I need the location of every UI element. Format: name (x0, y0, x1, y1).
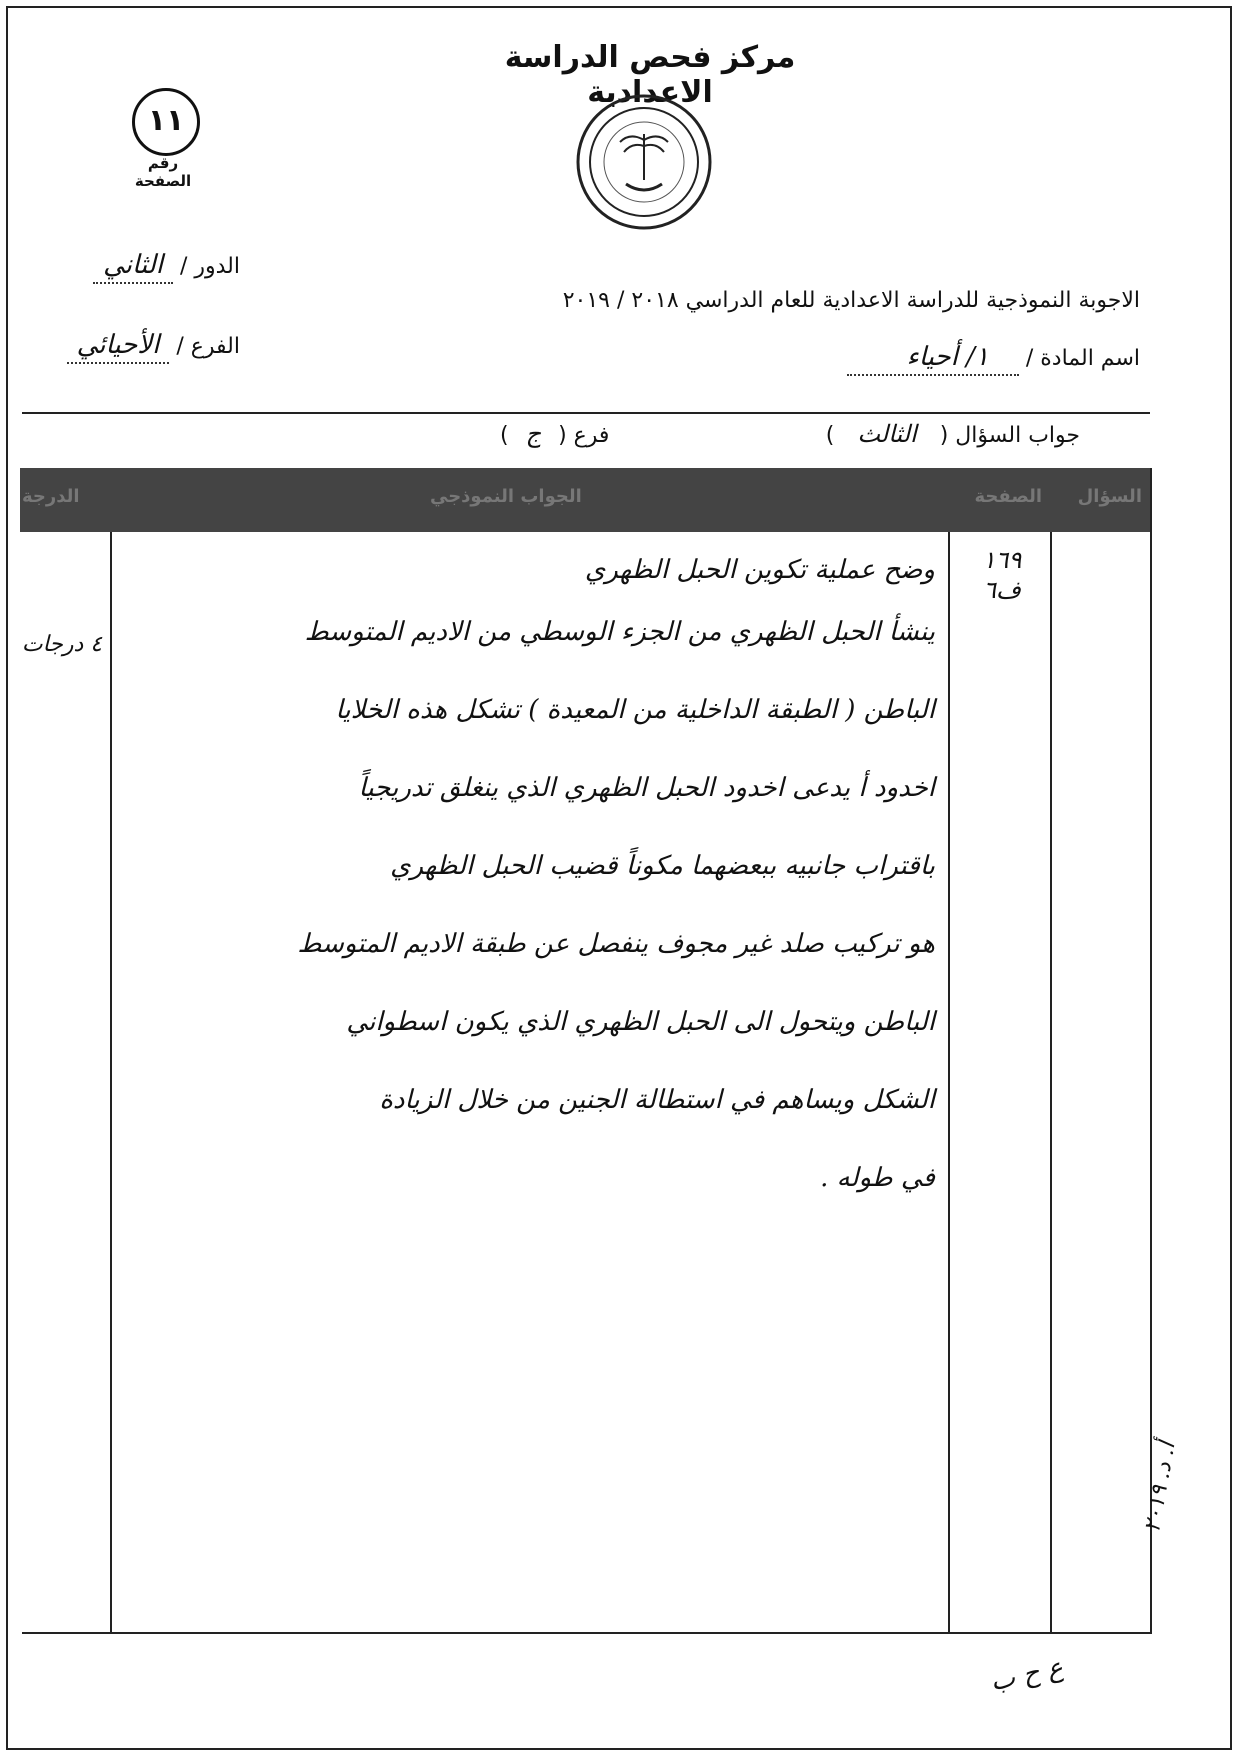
page-column-line-left (948, 532, 950, 1632)
header-divider (22, 412, 1150, 414)
subject-label: اسم المادة / (1025, 346, 1140, 371)
page-number-label: رقم الصفحة (134, 154, 192, 190)
score-value: ٤ درجات (21, 632, 103, 657)
answer-line: الباطن ( الطبقة الداخلية من المعيدة ) تشكل هذه الخلايا (335, 695, 935, 725)
branch-value: الأحيائي (67, 330, 170, 364)
branch-label: الفرع / (176, 334, 240, 359)
table-bottom-border (22, 1632, 1152, 1634)
answer-line: ينشأ الحبل الظهري من الجزء الوسطي من الاديم المتوسط (304, 617, 935, 647)
sub-branch-value: ج (525, 420, 542, 448)
question-close: ) (825, 423, 835, 448)
branch-row (30, 330, 240, 360)
page-column-line-right (1050, 532, 1052, 1632)
document-title: الاجوبة النموذجية للدراسة الاعدادية للعام الدراسي ٢٠١٨ / ٢٠١٩ (562, 288, 1140, 313)
page-number: ١١ (132, 88, 200, 156)
answer-line: الشكل ويساهم في استطالة الجنين من خلال الزيادة (379, 1085, 935, 1115)
ministry-seal (574, 92, 714, 232)
col-question-header: السؤال (1077, 486, 1142, 507)
answer-line: الباطن ويتحول الى الحبل الظهري الذي يكون اسطواني (346, 1007, 935, 1037)
page-number-stamp (118, 88, 208, 190)
question-row (826, 420, 1080, 448)
score-column-line (110, 532, 112, 1632)
question-label: جواب السؤال ( (939, 423, 1080, 448)
question-value: الثالث (857, 420, 917, 448)
sub-branch-close: ) (500, 423, 509, 448)
signature-margin: أ. د. ٢٠١٩ (1140, 1440, 1181, 1535)
answer-body (130, 555, 935, 1241)
round-label: الدور / (179, 254, 240, 279)
answer-line: اخدود أ يدعى اخدود الحبل الظهري الذي ينغلق تدريجياً (358, 773, 935, 803)
col-answer-header: الجواب النموذجي (430, 486, 582, 507)
round-row (30, 250, 240, 280)
answer-question: وضح عملية تكوين الحبل الظهري (584, 555, 935, 585)
answer-line: هو تركيب صلد غير مجوف ينفصل عن طبقة الاديم المتوسط (297, 929, 935, 959)
answer-line: باقتراب جانبيه ببعضهما مكوناً قضيب الحبل الظهري (390, 851, 935, 881)
subject-row (847, 342, 1140, 372)
col-page-header: الصفحة (974, 486, 1042, 507)
subject-value: ١/ أحياء (847, 342, 1019, 376)
sub-branch-label: فرع ( (558, 423, 610, 448)
round-value: الثاني (93, 250, 173, 284)
signature-bottom: ع ح ب (987, 1652, 1066, 1698)
col-score-header: الدرجة (22, 486, 80, 507)
sub-branch-row (500, 420, 609, 448)
answer-line: في طوله . (820, 1163, 935, 1193)
answer-table-header (20, 468, 1152, 532)
center-name: مركز فحص الدراسة الاعدادية (504, 40, 796, 110)
page-reference: ١٦٩ ف٦ (982, 546, 1022, 604)
